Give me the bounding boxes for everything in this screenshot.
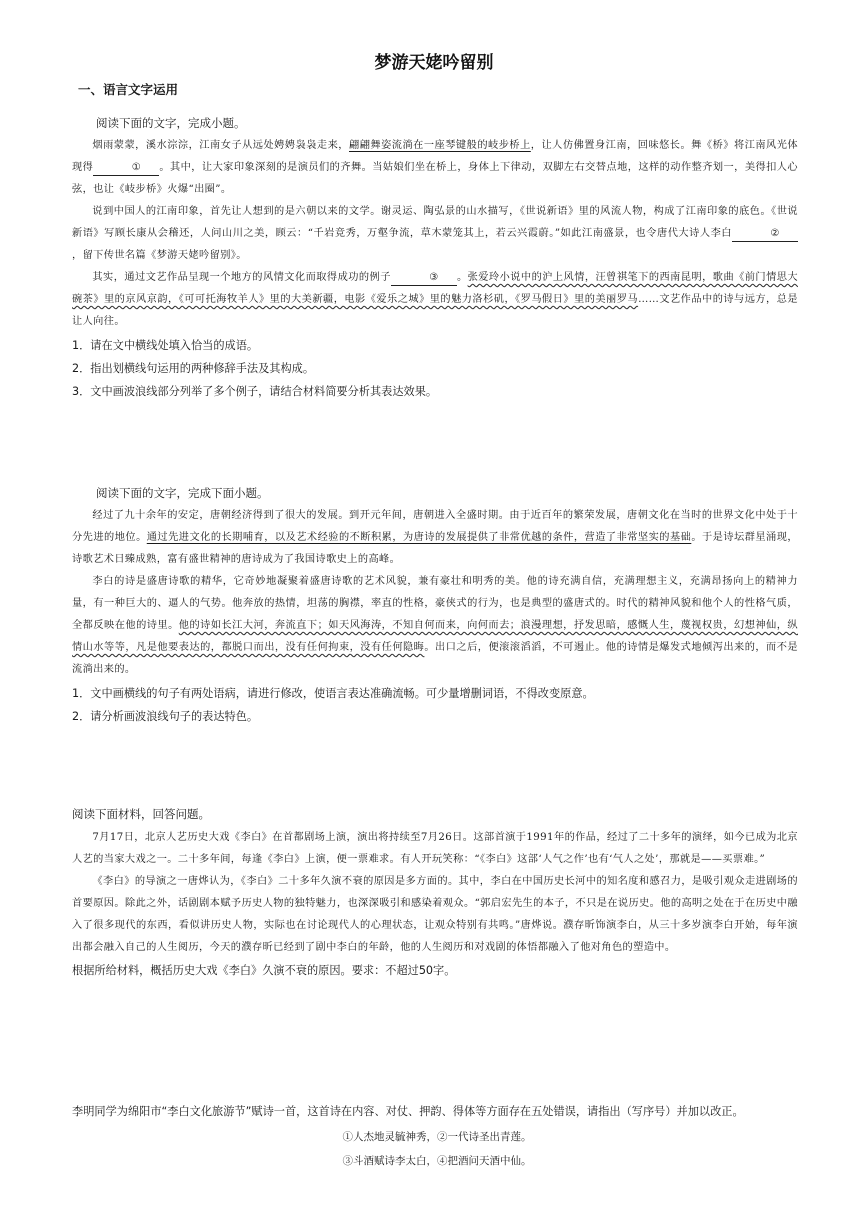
question-2: 2．指出划横线句运用的两种修辞手法及其构成。 — [72, 362, 315, 375]
poem-line-1: ①人杰地灵毓神秀，②一代诗圣出青莲。 — [342, 1131, 532, 1143]
blank-3: ③ — [391, 270, 457, 286]
blank-2: ② — [732, 226, 798, 242]
passage-2-paragraph-2: 李白的诗是盛唐诗歌的精华，它奇妙地凝聚着盛唐诗歌的艺术风貌，兼有豪壮和明秀的美。他的诗充满自信，充满理想主义，充满昂扬向上的精神力量，有一种巨大的、逼人的气势。他奔放的热情，坦荡的胸襟，率直的性格，豪侠式的行为，也是典型的盛唐式的。时代的精神风貌和他个人的性格气质，全都反映在他的诗里。他的诗如长江大河，奔流直下；如天风海涛，不知自何而来，向何而去；浪漫理想，抒发思暗，感慨人生，蔑视权贵，幻想神仙，纵情山水等等，凡是他要表达的，都脱口而出，没有任何拘束，没有任何隐晦。出口之后，便滚滚滔滔，不可遏止。他的诗情是爆发式地倾泻出来的，而不是流淌出来的。 — [72, 576, 799, 675]
passage-4 — [72, 1103, 802, 1173]
passage-1 — [72, 114, 798, 403]
passage-3 — [72, 805, 798, 982]
question-1: 1．请在文中横线处填入恰当的成语。 — [72, 339, 259, 352]
page-title: 梦游天姥吟留别 — [374, 53, 494, 73]
question-5: 2．请分析画波浪线句子的表达特色。 — [72, 710, 259, 723]
passage-1-paragraph-3: 其实，通过文艺作品呈现一个地方的风情文化而取得成功的例子 ③ 。张爱玲小说中的沪上风情，汪曾祺笔下的西南昆明，歌曲《前门情思大碗茶》里的京风京韵，《可可托海牧羊人》里的大美新疆，电影《爱乐之城》里的魅力洛杉矶，《罗马假日》里的美丽罗马……文艺作品中的诗与远方，总是让人向往。 — [72, 272, 798, 327]
section-heading: 一、语言文字运用 — [78, 82, 179, 97]
passage-3-paragraph-2: 《李白》的导演之一唐烨认为，《李白》二十多年久演不衰的原因是多方面的。其中，李白在中国历史长河中的知名度和感召力，是吸引观众走进剧场的首要原因。除此之外，话剧剧本赋予历史人物的独特魅力，也深深吸引和感染着观众。“郭启宏先生的本子，不只是在说历史。他的高明之处在于在历史中融入了很多现代的东西，看似讲历史人物，实际也在讨论现代人的心理状态，让观众特别有共鸣。”唐烨说。濮存昕饰演李白，从三十多岁演李白开始，每年演出都会融入自己的人生阅历，今天的濮存昕已经到了剧中李白的年龄，他的人生阅历和对戏剧的体悟都融入了他对角色的塑造中。 — [72, 876, 798, 953]
underlined-sentence: 通过先进文化的长期哺育，以及艺术经验的不断积累，为唐诗的发展提供了非常优越的条件，营造了非常坚实的基础 — [146, 532, 692, 543]
underlined-sentence: 翩翩舞姿流淌在一座琴键般的岐步桥上 — [349, 140, 531, 151]
passage-2 — [72, 484, 798, 728]
passage-1-paragraph-1: 烟雨蒙蒙，溪水淙淙，江南女子从远处娉娉袅袅走来，翩翩舞姿流淌在一座琴键般的岐步桥上，让人仿佛置身江南，回味悠长。舞《桥》将江南风光体现得 ① 。其中，让大家印象深刻的是演员们的齐舞。当姑娘们坐在桥上，身体上下律动，双脚左右交替点地，这样的动作整齐划一，美得扣人心弦，也让《岐步桥》火爆“出圈”。 — [72, 140, 798, 195]
passage-2-instruction: 阅读下面的文字，完成下面小题。 — [96, 486, 269, 500]
wavy-underlined-examples: 张爱玲小说中的沪上风情，汪曾祺笔下的西南昆明，歌曲《前门情思大碗茶》里的京风京韵，《可可托海牧羊人》里的大美新疆，电影《爱乐之城》里的魅力洛杉矶，《罗马假日》里的美丽罗马 — [72, 272, 798, 305]
passage-3-paragraph-1: 7月17日，北京人艺历史大戏《李白》在首都剧场上演，演出将持续至7月26日。这部首演于1991年的作品，经过了二十多年的演绎，如今已成为北京人艺的当家大戏之一。二十多年间，每逢《李白》上演，便一票难求。有人开玩笑称：“《李白》这部‘人气之作’也有‘气人之处’，那就是——买票难。” — [72, 832, 798, 865]
question-3: 3．文中画波浪线部分列举了多个例子，请结合材料简要分析其表达效果。 — [72, 385, 438, 398]
question-6: 根据所给材料，概括历史大戏《李白》久演不衰的原因。要求：不超过50字。 — [72, 964, 456, 977]
wavy-underlined-sentence: 他的诗如长江大河，奔流直下；如天风海涛，不知自何而来，向何而去；浪漫理想，抒发思暗，感慨人生，蔑视权贵，幻想神仙，纵情山水等等，凡是他要表达的，都脱口而出，没有任何拘束，没有任何隐晦 — [72, 620, 798, 653]
passage-2-paragraph-1: 经过了九十余年的安定，唐朝经济得到了很大的发展。到开元年间，唐朝进入全盛时期。由于近百年的繁荣发展，唐朝文化在当时的世界文化中处于十分先进的地位。通过先进文化的长期哺育，以及艺术经验的不断积累，为唐诗的发展提供了非常优越的条件，营造了非常坚实的基础。于是诗坛群星涌现，诗歌艺术日臻成熟，富有盛世精神的唐诗成为了我国诗歌史上的高峰。 — [72, 510, 798, 565]
passage-3-instruction: 阅读下面材料，回答问题。 — [72, 807, 210, 821]
passage-4-instruction: 李明同学为绵阳市“李白文化旅游节”赋诗一首，这首诗在内容、对仗、押韵、得体等方面存在五处错误，请指出（写序号）并加以改正。 — [72, 1105, 744, 1118]
passage-1-paragraph-2: 说到中国人的江南印象，首先让人想到的是六朝以来的文学。谢灵运、陶弘景的山水描写，《世说新语》里的风流人物，构成了江南印象的底色。《世说新语》写顾长康从会稽还，人问山川之美，顾云：“千岩竞秀，万壑争流，草木蒙笼其上，若云兴霞蔚。”如此江南盛景，也令唐代大诗人李白 ②，留下传世名篇《梦游天姥吟留别》。 — [72, 206, 798, 261]
question-4: 1．文中画横线的句子有两处语病，请进行修改，使语言表达准确流畅。可少量增删词语，不得改变原意。 — [72, 687, 594, 700]
poem-line-2: ③斗酒赋诗李太白，④把酒问天酒中仙。 — [342, 1155, 532, 1167]
blank-1: ① — [93, 160, 159, 176]
passage-1-instruction: 阅读下面的文字，完成小题。 — [96, 116, 246, 130]
